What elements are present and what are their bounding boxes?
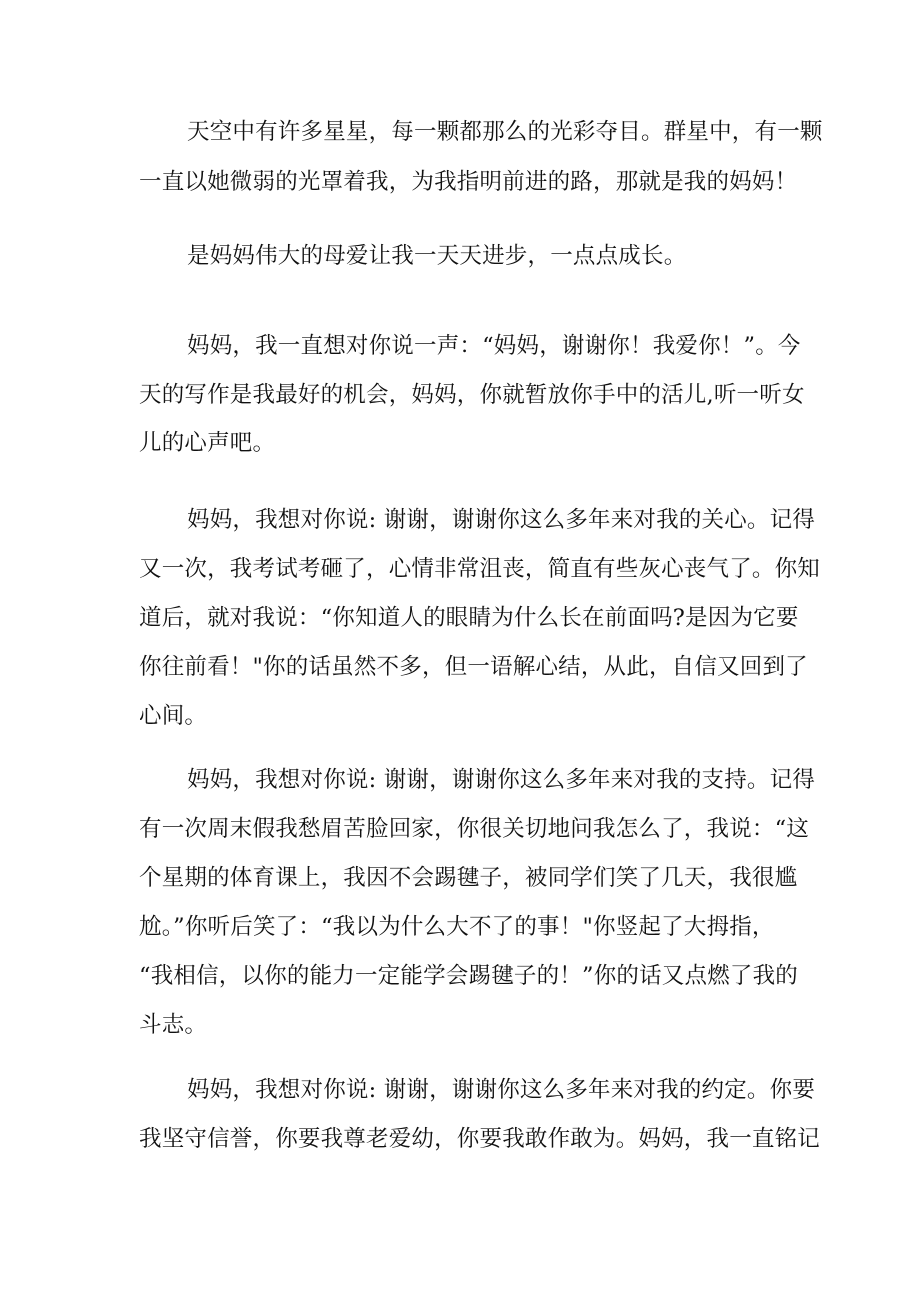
paragraph-5-line-5: “我相信，以你的能力一定能学会踢毽子的！”你的话又点燃了我的	[139, 963, 799, 989]
paragraph-2-line-1: 是妈妈伟大的母爱让我一天天进步，一点点成长。	[187, 243, 687, 269]
paragraph-3-line-3: 儿的心声吧。	[139, 430, 276, 456]
paragraph-5-line-2: 有一次周末假我愁眉苦脸回家，你很关切地问我怎么了，我说：“这	[139, 816, 810, 842]
paragraph-3-line-2: 天的写作是我最好的机会，妈妈，你就暂放你手中的活儿,听一听女	[139, 382, 805, 408]
paragraph-5-line-1: 妈妈，我想对你说: 谢谢，谢谢你这么多年来对我的支持。记得	[187, 767, 816, 793]
paragraph-4-line-1: 妈妈，我想对你说: 谢谢，谢谢你这么多年来对我的关心。记得	[187, 507, 816, 533]
paragraph-5-line-3: 个星期的体育课上，我因不会踢毽子，被同学们笑了几天，我很尴	[139, 865, 798, 891]
paragraph-4-line-2: 又一次，我考试考砸了，心情非常沮丧，简直有些灰心丧气了。你知	[139, 556, 821, 582]
paragraph-5-line-6: 斗志。	[139, 1012, 208, 1038]
paragraph-3-line-1: 妈妈，我一直想对你说一声：“妈妈，谢谢你！我爱你！”。今	[187, 333, 801, 359]
paragraph-4-line-4: 你往前看！"你的话虽然不多，但一语解心结，从此，自信又回到了	[139, 654, 808, 680]
paragraph-6-line-1: 妈妈，我想对你说: 谢谢，谢谢你这么多年来对我的约定。你要	[187, 1077, 816, 1103]
paragraph-5-line-4: 尬。”你听后笑了：“我以为什么大不了的事！"你竖起了大拇指，	[139, 914, 775, 940]
paragraph-1-line-1: 天空中有许多星星，每一颗都那么的光彩夺目。群星中，有一颗	[187, 119, 823, 145]
paragraph-4-line-3: 道后，就对我说：“你知道人的眼睛为什么长在前面吗?是因为它要	[139, 605, 799, 631]
paragraph-4-line-5: 心间。	[139, 703, 208, 729]
paragraph-1-line-2: 一直以她微弱的光罩着我，为我指明前进的路，那就是我的妈妈！	[139, 169, 798, 195]
paragraph-6-line-2: 我坚守信誉，你要我尊老爱幼，你要我敢作敢为。妈妈，我一直铭记	[139, 1126, 821, 1152]
